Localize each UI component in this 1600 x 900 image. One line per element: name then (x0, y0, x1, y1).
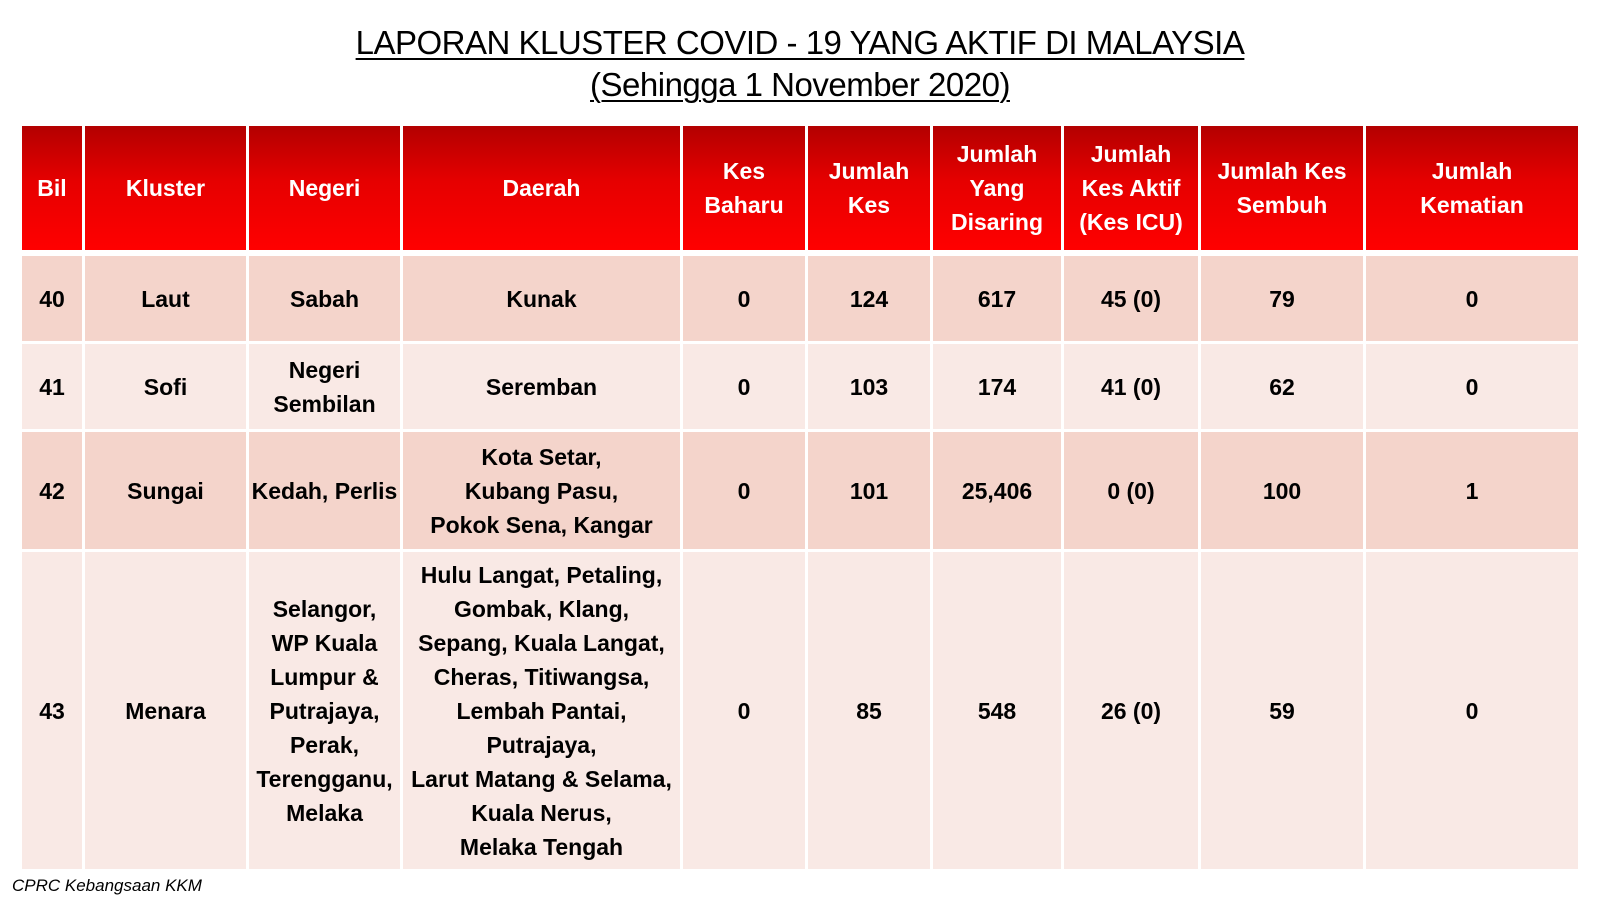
cell-bil: 40 (22, 256, 85, 344)
cell-kematian: 0 (1366, 344, 1578, 432)
cell-negeri: Negeri Sembilan (249, 344, 403, 432)
cell-kematian: 1 (1366, 432, 1578, 552)
cell-daerah: Hulu Langat, Petaling, Gombak, Klang, Sepang, Kuala Langat, Cheras, Titiwangsa, Lembah Pantai, Putrajaya, Larut Matang & Selama, Kuala Nerus, Melaka Tengah (403, 552, 683, 872)
cell-kluster: Laut (85, 256, 249, 344)
cell-kes-baharu: 0 (683, 432, 808, 552)
header-kes-baharu: Kes Baharu (683, 126, 808, 256)
cell-kematian: 0 (1366, 256, 1578, 344)
cluster-table (22, 126, 1578, 872)
cell-daerah: Kunak (403, 256, 683, 344)
source-footer: CPRC Kebangsaan KKM (12, 876, 202, 895)
cell-negeri: Sabah (249, 256, 403, 344)
cell-jumlah-kes: 85 (808, 552, 933, 872)
header-kematian: Jumlah Kematian (1366, 126, 1578, 256)
table-header-row (22, 126, 1578, 256)
cell-kluster: Menara (85, 552, 249, 872)
cell-kluster: Sofi (85, 344, 249, 432)
title-line-1: LAPORAN KLUSTER COVID - 19 YANG AKTIF DI MALAYSIA (355, 24, 1245, 61)
header-daerah: Daerah (403, 126, 683, 256)
header-kes-sembuh: Jumlah Kes Sembuh (1201, 126, 1366, 256)
cell-daerah: Seremban (403, 344, 683, 432)
table-row (22, 256, 1578, 344)
cell-negeri: Selangor, WP Kuala Lumpur & Putrajaya, Perak, Terengganu, Melaka (249, 552, 403, 872)
cell-kematian: 0 (1366, 552, 1578, 872)
table-row (22, 432, 1578, 552)
cell-jumlah-disaring: 617 (933, 256, 1064, 344)
cell-jumlah-kes: 124 (808, 256, 933, 344)
cell-kes-baharu: 0 (683, 552, 808, 872)
cell-kes-sembuh: 59 (1201, 552, 1366, 872)
cell-kluster: Sungai (85, 432, 249, 552)
cell-jumlah-kes: 101 (808, 432, 933, 552)
header-negeri: Negeri (249, 126, 403, 256)
cell-bil: 43 (22, 552, 85, 872)
cell-jumlah-disaring: 25,406 (933, 432, 1064, 552)
cell-kes-baharu: 0 (683, 256, 808, 344)
cell-kes-sembuh: 79 (1201, 256, 1366, 344)
cell-bil: 41 (22, 344, 85, 432)
cell-kes-sembuh: 100 (1201, 432, 1366, 552)
report-title (0, 22, 1600, 106)
title-line-2: (Sehingga 1 November 2020) (590, 66, 1010, 103)
header-bil: Bil (22, 126, 85, 256)
cell-kes-aktif: 45 (0) (1064, 256, 1201, 344)
cell-kes-aktif: 0 (0) (1064, 432, 1201, 552)
cell-daerah: Kota Setar, Kubang Pasu, Pokok Sena, Kangar (403, 432, 683, 552)
cell-negeri: Kedah, Perlis (249, 432, 403, 552)
header-kluster: Kluster (85, 126, 249, 256)
cell-bil: 42 (22, 432, 85, 552)
cell-kes-sembuh: 62 (1201, 344, 1366, 432)
header-jumlah-kes: Jumlah Kes (808, 126, 933, 256)
cell-jumlah-disaring: 174 (933, 344, 1064, 432)
cell-kes-baharu: 0 (683, 344, 808, 432)
header-jumlah-disaring: Jumlah Yang Disaring (933, 126, 1064, 256)
cell-kes-aktif: 26 (0) (1064, 552, 1201, 872)
cluster-table-container (22, 126, 1578, 872)
table-row (22, 552, 1578, 872)
header-kes-aktif: Jumlah Kes Aktif (Kes ICU) (1064, 126, 1201, 256)
cell-jumlah-disaring: 548 (933, 552, 1064, 872)
cell-jumlah-kes: 103 (808, 344, 933, 432)
table-row (22, 344, 1578, 432)
cell-kes-aktif: 41 (0) (1064, 344, 1201, 432)
